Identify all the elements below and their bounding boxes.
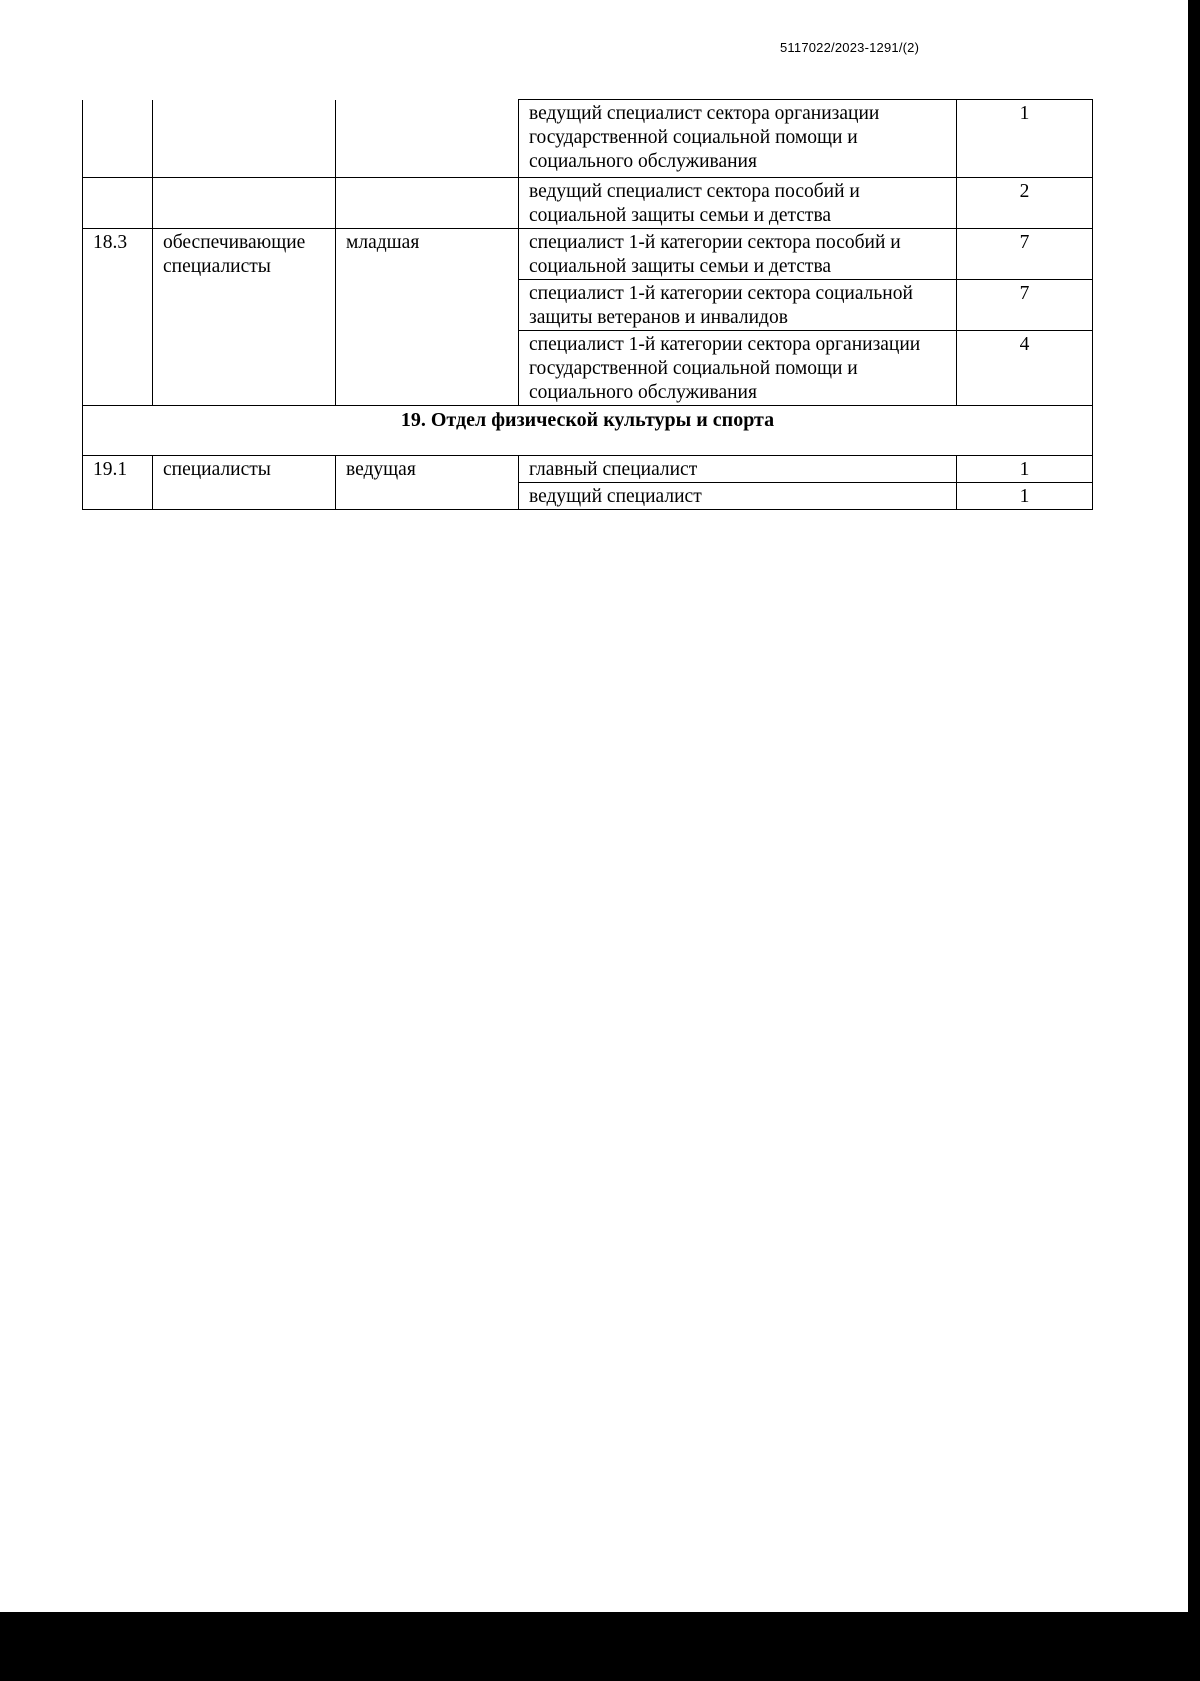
- scan-right-edge: [1188, 0, 1200, 1681]
- position-quantity-cell: 7: [957, 229, 1093, 280]
- position-title-cell: специалист 1-й категории сектора организации государственной социальной помощи и социального обслуживания: [519, 331, 957, 406]
- position-quantity-cell: 1: [957, 456, 1093, 483]
- position-category-cell: ведущая: [336, 456, 519, 510]
- position-quantity-cell: 2: [957, 178, 1093, 229]
- scan-bottom-band: [0, 1612, 1200, 1681]
- position-category-cell: младшая: [336, 229, 519, 406]
- employee-group-cell: [153, 100, 336, 178]
- position-title-cell: ведущий специалист сектора пособий и социальной защиты семьи и детства: [519, 178, 957, 229]
- position-quantity-cell: 1: [957, 483, 1093, 510]
- position-title-cell: ведущий специалист: [519, 483, 957, 510]
- table-row: [83, 178, 1093, 229]
- position-title-cell: ведущий специалист сектора организации государственной социальной помощи и социального обслуживания: [519, 100, 957, 178]
- position-quantity-cell: 4: [957, 331, 1093, 406]
- staff-table: [82, 99, 1093, 510]
- position-title-cell: специалист 1-й категории сектора социальной защиты ветеранов и инвалидов: [519, 280, 957, 331]
- section-heading: 19. Отдел физической культуры и спорта: [83, 406, 1093, 456]
- position-category-cell: [336, 100, 519, 178]
- employee-group-cell: [153, 178, 336, 229]
- row-number-cell: [83, 100, 153, 178]
- position-title-cell: специалист 1-й категории сектора пособий и социальной защиты семьи и детства: [519, 229, 957, 280]
- row-number-cell: 19.1: [83, 456, 153, 510]
- employee-group-cell: специалисты: [153, 456, 336, 510]
- table-row: [83, 456, 1093, 483]
- document-registration-number: 5117022/2023-1291/(2): [780, 40, 920, 55]
- row-number-cell: [83, 178, 153, 229]
- position-quantity-cell: 1: [957, 100, 1093, 178]
- position-title-cell: главный специалист: [519, 456, 957, 483]
- section-heading-row: [83, 406, 1093, 456]
- table-row: [83, 229, 1093, 280]
- position-quantity-cell: 7: [957, 280, 1093, 331]
- row-number-cell: 18.3: [83, 229, 153, 406]
- employee-group-cell: обеспечивающие специалисты: [153, 229, 336, 406]
- table-row: [83, 100, 1093, 178]
- position-category-cell: [336, 178, 519, 229]
